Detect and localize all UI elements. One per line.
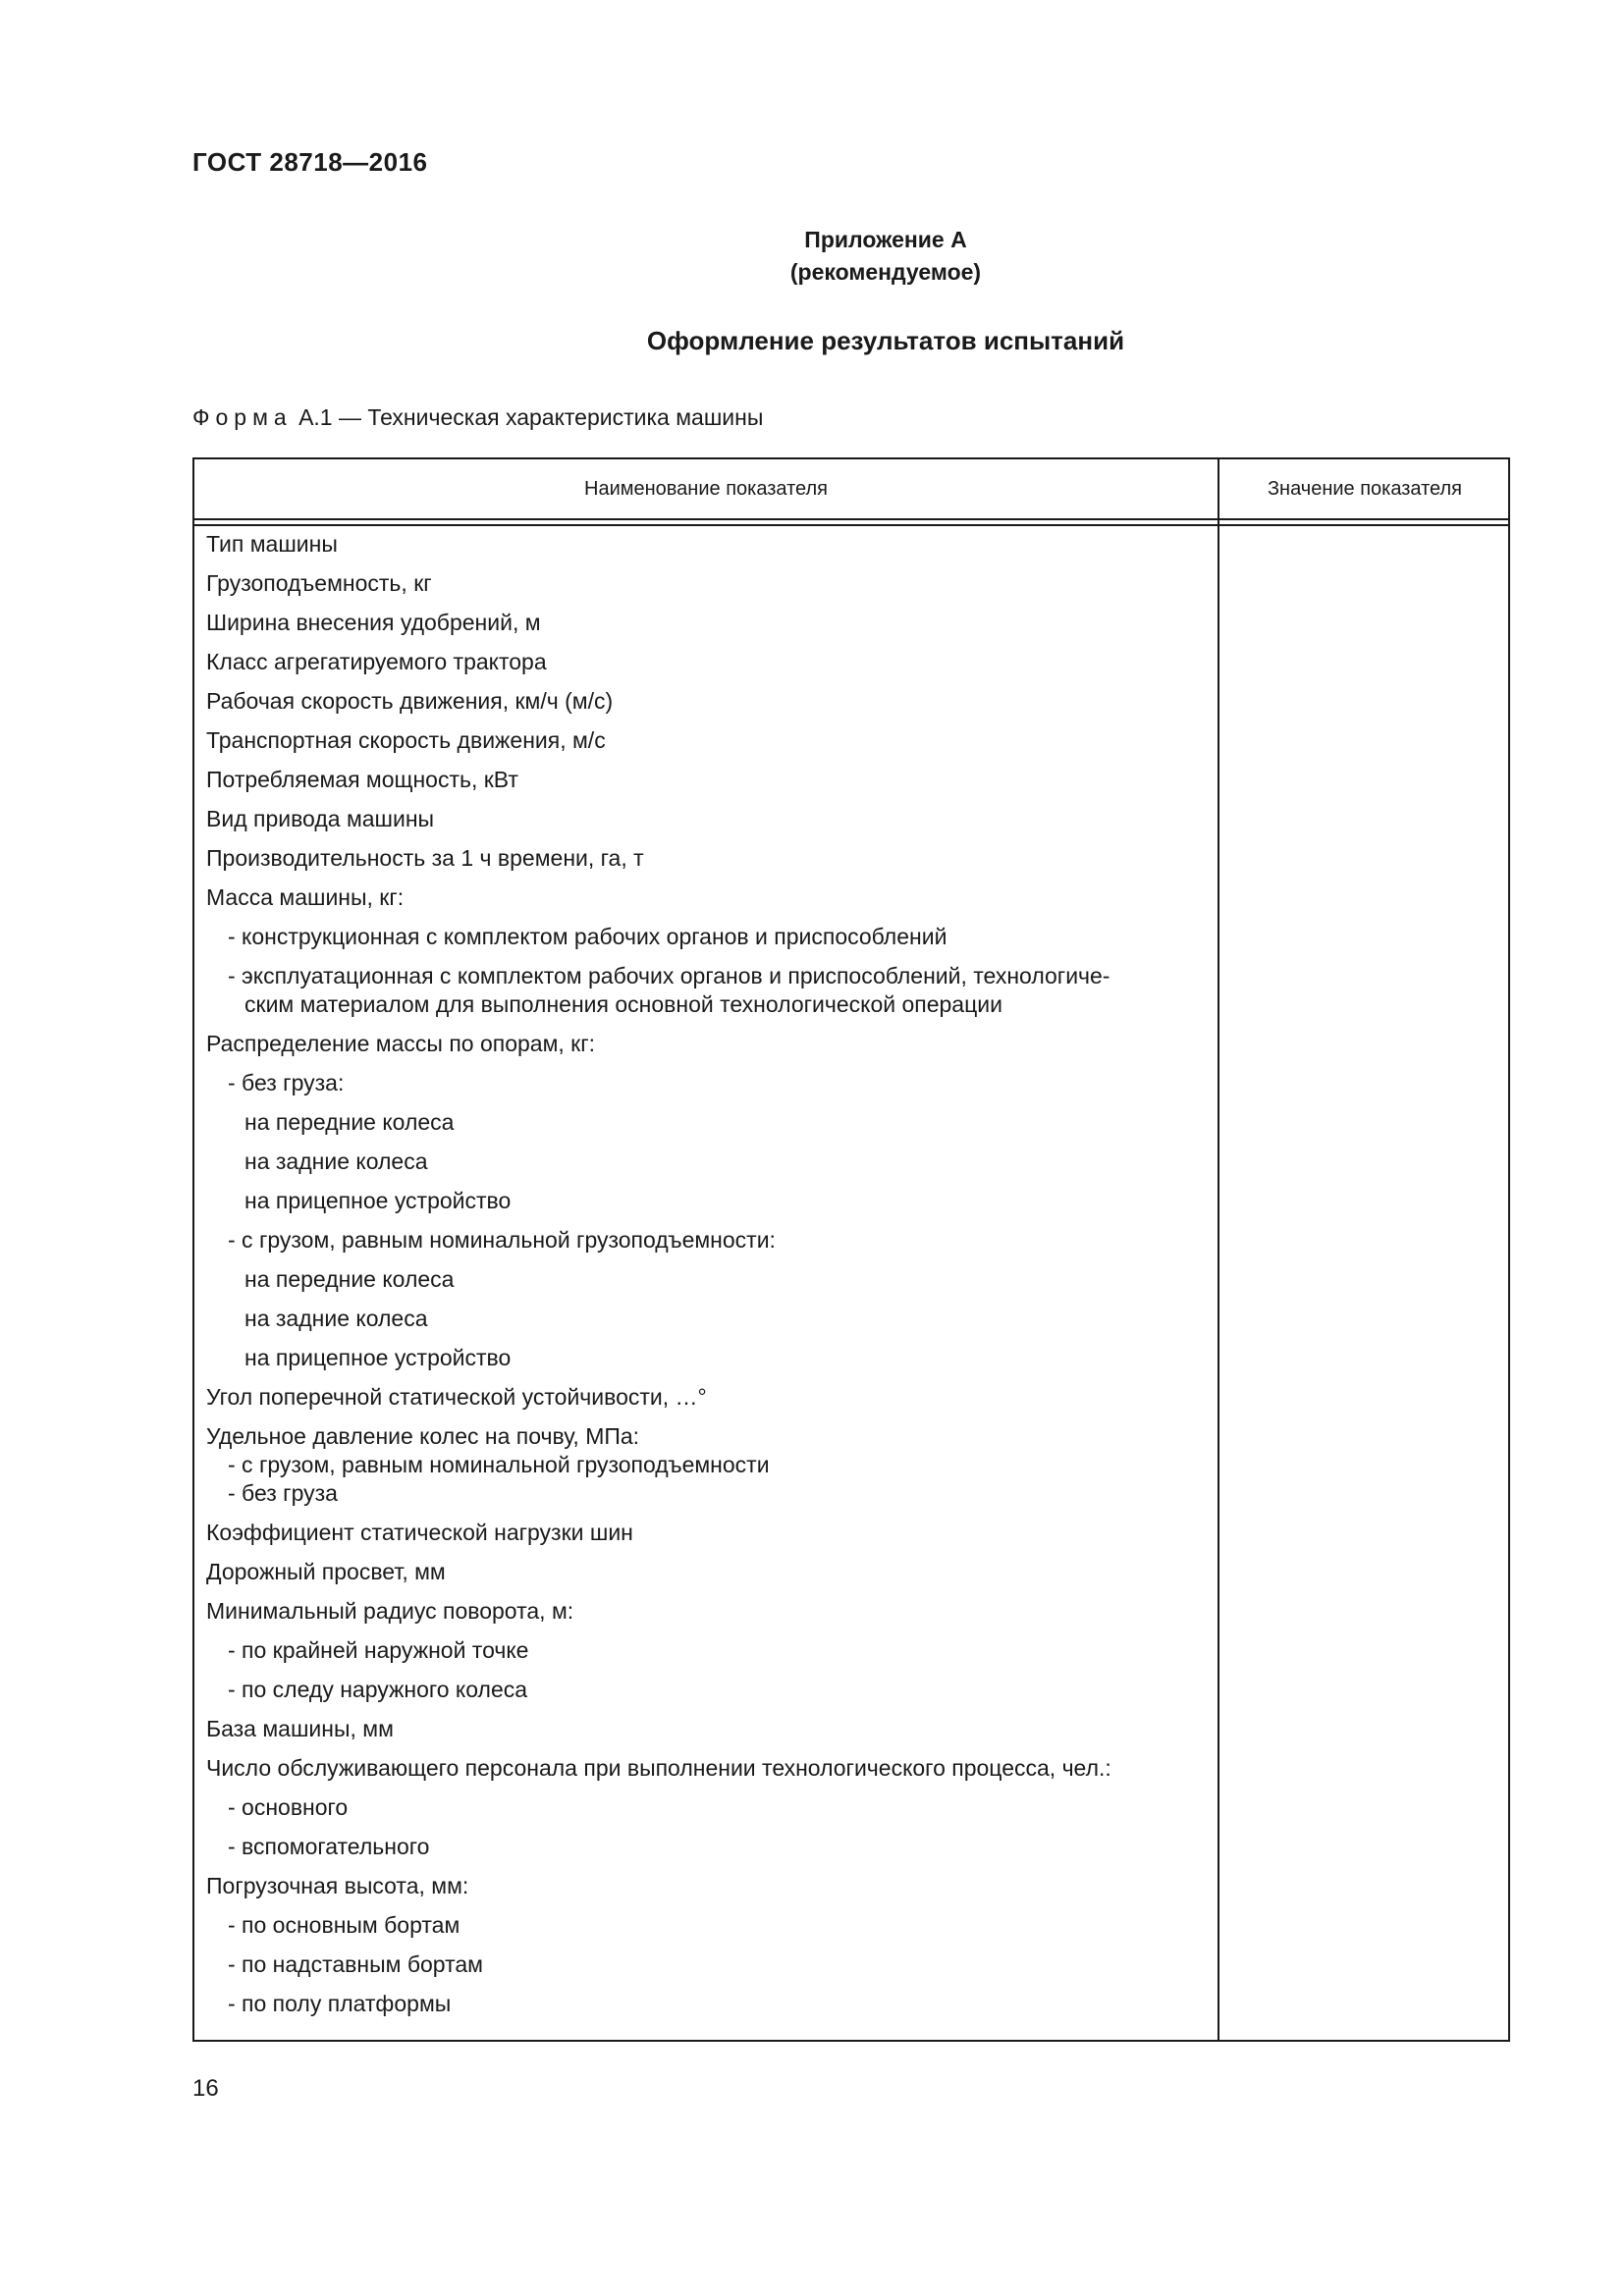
row-text: Распределение массы по опорам, кг:	[206, 1031, 596, 1056]
row-text: на задние колеса	[244, 1306, 428, 1331]
table-row	[206, 1911, 1208, 1940]
table-row	[206, 844, 1208, 873]
table-row	[206, 1187, 1208, 1215]
row-text: Рабочая скорость движения, км/ч (м/с)	[206, 688, 614, 714]
table-row	[206, 1108, 1208, 1137]
table-row	[206, 1069, 1208, 1097]
row-text: Транспортная скорость движения, м/с	[206, 727, 606, 753]
table-row	[206, 1754, 1208, 1783]
form-caption	[192, 404, 763, 431]
table-row	[206, 1597, 1208, 1626]
table-row	[206, 1030, 1208, 1058]
row-text: - вспомогательного	[228, 1834, 430, 1859]
table-row	[206, 648, 1208, 676]
row-text: - с грузом, равным номинальной грузоподъемности:	[228, 1227, 776, 1253]
table-row	[206, 530, 1208, 559]
row-text: Потребляемая мощность, кВт	[206, 767, 518, 792]
table-row	[206, 1950, 1208, 1979]
row-text: - без груза:	[228, 1070, 345, 1095]
row-text: на передние колеса	[244, 1266, 455, 1292]
row-text: Удельное давление колес на почву, МПа:	[206, 1423, 640, 1449]
row-text: Ширина внесения удобрений, м	[206, 610, 541, 635]
table-row	[206, 1226, 1208, 1255]
row-text: Тип машины	[206, 531, 338, 557]
row-text: Минимальный радиус поворота, м:	[206, 1598, 574, 1624]
table-row	[206, 1990, 1208, 2018]
row-text: - с грузом, равным номинальной грузоподъемности	[228, 1452, 770, 1477]
table-row	[206, 1305, 1208, 1333]
row-text: - по полу платформы	[228, 1991, 452, 2016]
row-text: на задние колеса	[244, 1148, 428, 1174]
table-row	[206, 923, 1208, 951]
table-row	[206, 1148, 1208, 1176]
row-text: Вид привода машины	[206, 806, 435, 831]
form-label: Форма	[192, 404, 293, 430]
row-text: Дорожный просвет, мм	[206, 1559, 446, 1584]
row-text: - по крайней наружной точке	[228, 1637, 529, 1663]
table-row	[206, 1265, 1208, 1294]
header-rule-double	[194, 524, 1508, 526]
row-text: на прицепное устройство	[244, 1188, 512, 1213]
row-text: Коэффициент статической нагрузки шин	[206, 1520, 633, 1545]
table-row	[206, 687, 1208, 716]
row-text: - по следу наружного колеса	[228, 1677, 528, 1702]
row-text: на передние колеса	[244, 1109, 455, 1135]
row-text: База машины, мм	[206, 1716, 394, 1741]
table-row	[206, 1422, 1208, 1508]
appendix-status: (рекомендуемое)	[789, 259, 982, 285]
table-row	[206, 1676, 1208, 1704]
table-row	[206, 1872, 1208, 1900]
row-text: на прицепное устройство	[244, 1345, 512, 1370]
table-row	[206, 1793, 1208, 1822]
row-text: Класс агрегатируемого трактора	[206, 649, 547, 674]
table-row	[206, 1558, 1208, 1586]
section-title: Оформление результатов испытаний	[646, 326, 1125, 355]
row-text: - конструкционная с комплектом рабочих органов и приспособлений	[228, 924, 947, 949]
table-row	[206, 609, 1208, 637]
table-row	[206, 1383, 1208, 1412]
row-text: - по надставным бортам	[228, 1951, 483, 1977]
row-text: Производительность за 1 ч времени, га, т	[206, 845, 644, 871]
row-text: - основного	[228, 1794, 349, 1820]
row-text: - эксплуатационная с комплектом рабочих органов и приспособлений, технологиче-	[228, 963, 1110, 988]
table-row	[206, 569, 1208, 598]
appendix-title: Приложение А	[804, 227, 967, 252]
table-row	[206, 1833, 1208, 1861]
table-row	[206, 1344, 1208, 1372]
table-row	[206, 766, 1208, 794]
row-text: Масса машины, кг:	[206, 884, 405, 910]
row-text: Грузоподъемность, кг	[206, 570, 432, 596]
characteristics-table	[192, 457, 1510, 2042]
table-row	[206, 962, 1208, 1019]
row-text: - без груза	[228, 1480, 338, 1506]
table-row	[206, 726, 1208, 755]
row-text: Угол поперечной статической устойчивости, …°	[206, 1384, 707, 1410]
table-row	[206, 1715, 1208, 1743]
table-row	[206, 883, 1208, 912]
appendix-heading	[0, 224, 1624, 289]
column-header-indicator-value: Значение показателя	[1267, 477, 1463, 500]
column-divider	[1218, 459, 1219, 2040]
column-header-indicator-name: Наименование показателя	[584, 477, 828, 500]
header-rule	[194, 518, 1508, 520]
table-row	[206, 1636, 1208, 1665]
form-number-title: А.1 — Техническая характеристика машины	[292, 404, 764, 430]
row-text: - по основным бортам	[228, 1912, 460, 1938]
indicator-list	[206, 530, 1208, 2029]
row-text: Число обслуживающего персонала при выполнении технологического процесса, чел.:	[206, 1755, 1111, 1781]
document-code: ГОСТ 28718—2016	[192, 147, 428, 177]
table-row	[206, 805, 1208, 833]
page-number: 16	[192, 2075, 219, 2102]
row-text: ским материалом для выполнения основной технологической операции	[244, 991, 1002, 1017]
table-row	[206, 1519, 1208, 1547]
row-text: Погрузочная высота, мм:	[206, 1873, 469, 1898]
